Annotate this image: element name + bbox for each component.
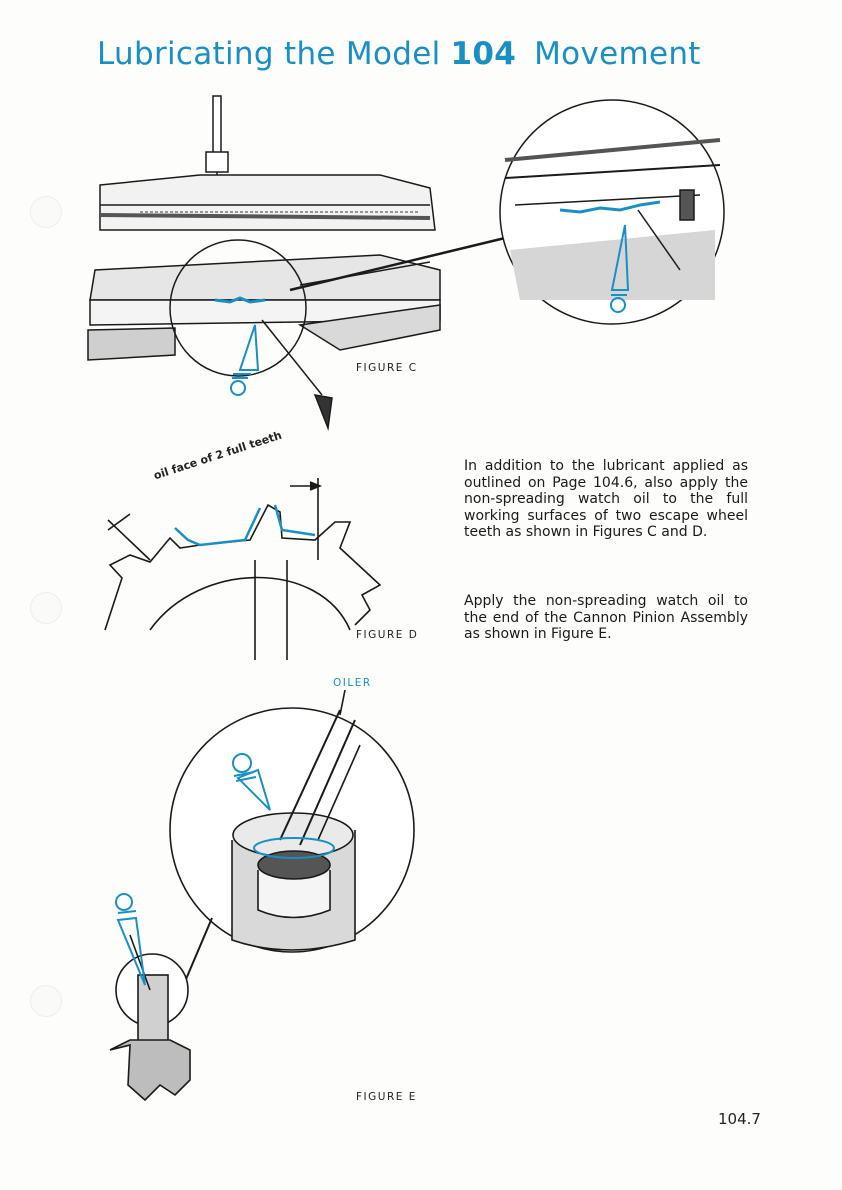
title-prefix: Lubricating the Model [97, 36, 441, 72]
paragraph-cannon-pinion: Apply the non-spreading watch oil to the end of the Cannon Pinion Assembly as shown in Figure E. [464, 593, 748, 642]
figure-e-label: FIGURE E [356, 1091, 417, 1103]
paragraph-escape-wheel: In addition to the lubricant applied as outlined on Page 104.6, also apply the non-spreading watch oil to the full working surfaces of two escape wheel teeth as shown in Figures C and D. [464, 458, 748, 540]
title-model-number: 104 [450, 36, 517, 72]
page-number: 104.7 [718, 1110, 761, 1128]
title-suffix: Movement [534, 36, 701, 72]
figure-c-label: FIGURE C [356, 362, 418, 374]
figure-d-label: FIGURE D [356, 629, 419, 641]
oiler-label: OILER [333, 677, 372, 689]
figure-d-annotation: oil face of 2 full teeth [152, 428, 284, 483]
